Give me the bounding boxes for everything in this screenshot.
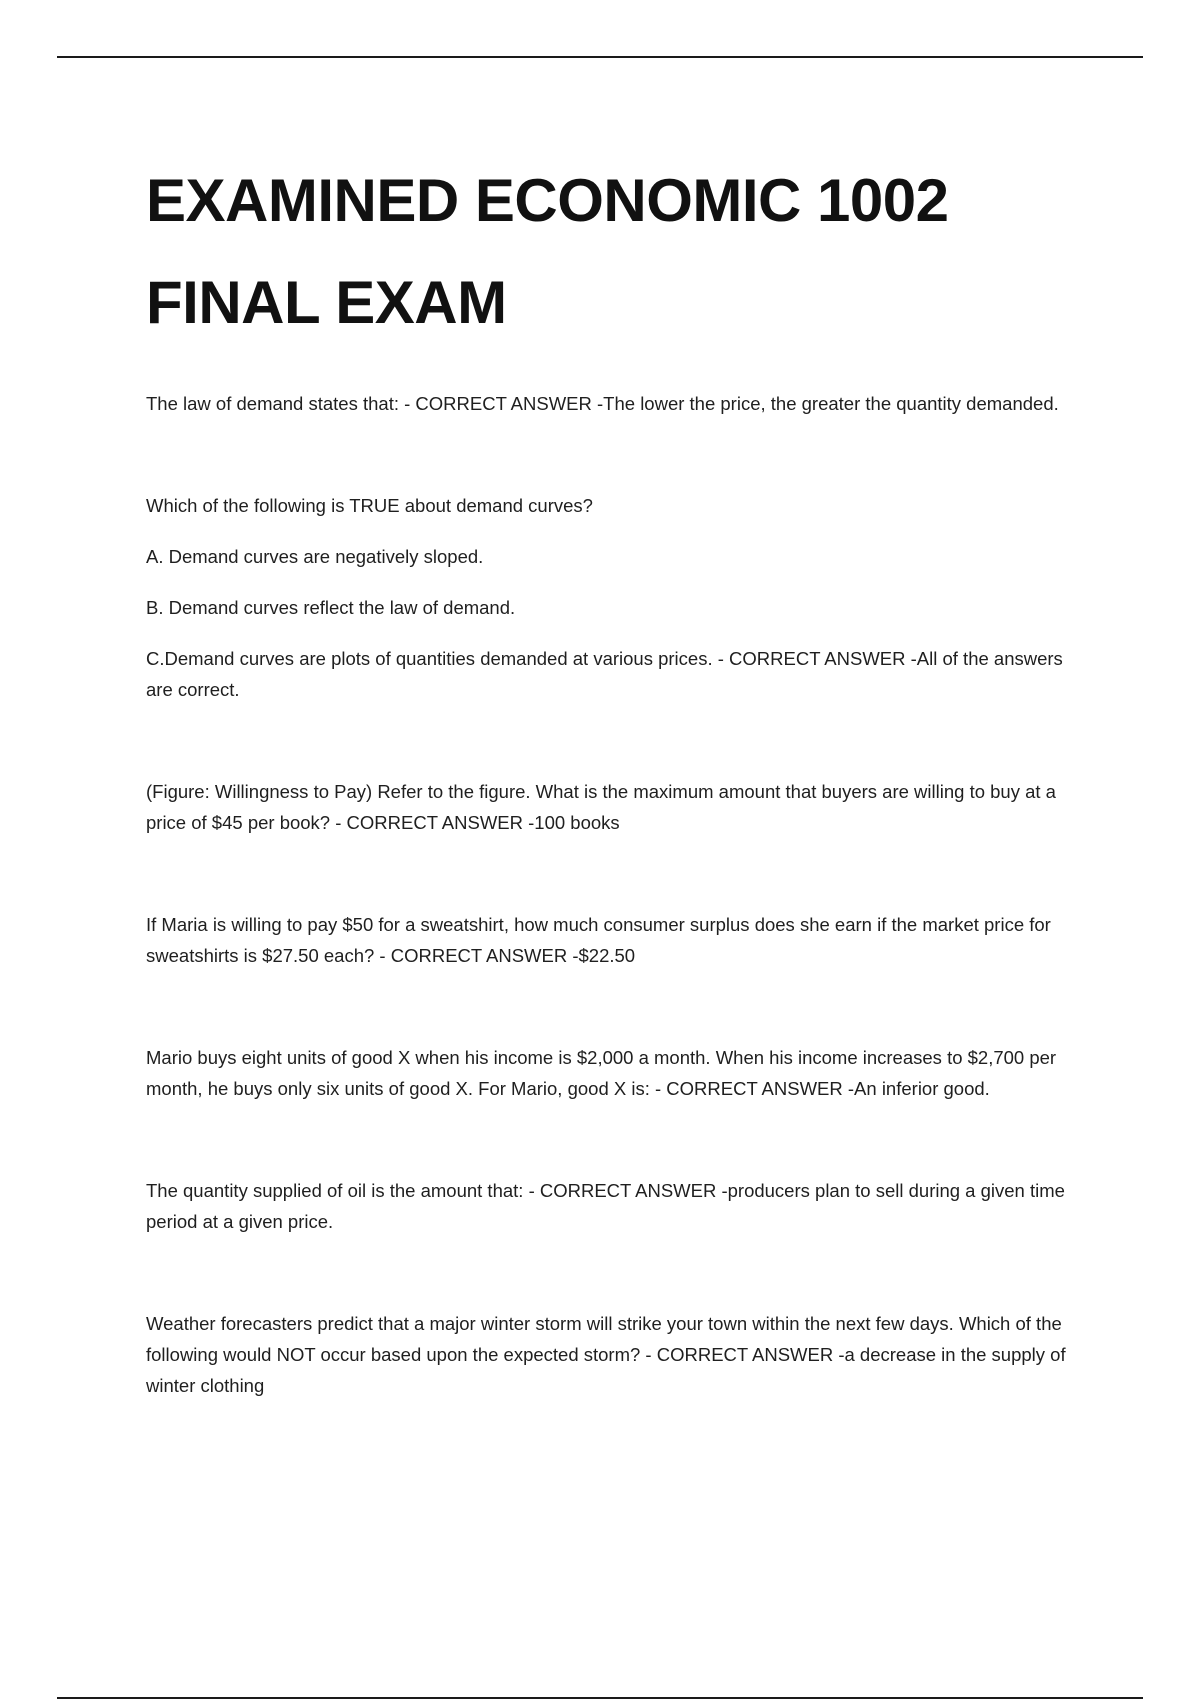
option-b: B. Demand curves reflect the law of demand. xyxy=(146,597,516,618)
title-line-2: FINAL EXAM xyxy=(146,269,507,336)
title-line-1: EXAMINED ECONOMIC 1002 xyxy=(146,167,949,234)
option-c: C.Demand curves are plots of quantities demanded at various prices. - CORRECT ANSWER -All of the answers are correct. xyxy=(146,648,1063,700)
question-answer-6: The quantity supplied of oil is the amount that: - CORRECT ANSWER -producers plan to sell during a given time period at a given price. xyxy=(146,1180,1065,1232)
question-answer-7: Weather forecasters predict that a major winter storm will strike your town within the next few days. Which of the following would NOT occur based upon the expected storm? - CORRECT ANSWER -a decrease in the supply of winter clothing xyxy=(146,1313,1066,1396)
question-answer-1: The law of demand states that: - CORRECT ANSWER -The lower the price, the greater the quantity demanded. xyxy=(146,393,1059,414)
question-stem-2: Which of the following is TRUE about demand curves? xyxy=(146,495,593,516)
question-answer-5: Mario buys eight units of good X when his income is $2,000 a month. When his income increases to $2,700 per month, he buys only six units of good X. For Mario, good X is: - CORRECT ANSWER -An inferior good. xyxy=(146,1047,1057,1099)
question-answer-4: If Maria is willing to pay $50 for a sweatshirt, how much consumer surplus does she earn if the market price for sweatshirts is $27.50 each? - CORRECT ANSWER -$22.50 xyxy=(146,914,1051,966)
question-answer-3: (Figure: Willingness to Pay) Refer to the figure. What is the maximum amount that buyers are willing to buy at a price of $45 per book? - CORRECT ANSWER -100 books xyxy=(146,781,1056,833)
top-divider xyxy=(57,56,1143,58)
question-block-2 xyxy=(146,490,1086,705)
document-body xyxy=(146,150,1086,1401)
document-title xyxy=(146,150,1086,354)
bottom-divider xyxy=(57,1697,1143,1699)
option-a: A. Demand curves are negatively sloped. xyxy=(146,546,484,567)
